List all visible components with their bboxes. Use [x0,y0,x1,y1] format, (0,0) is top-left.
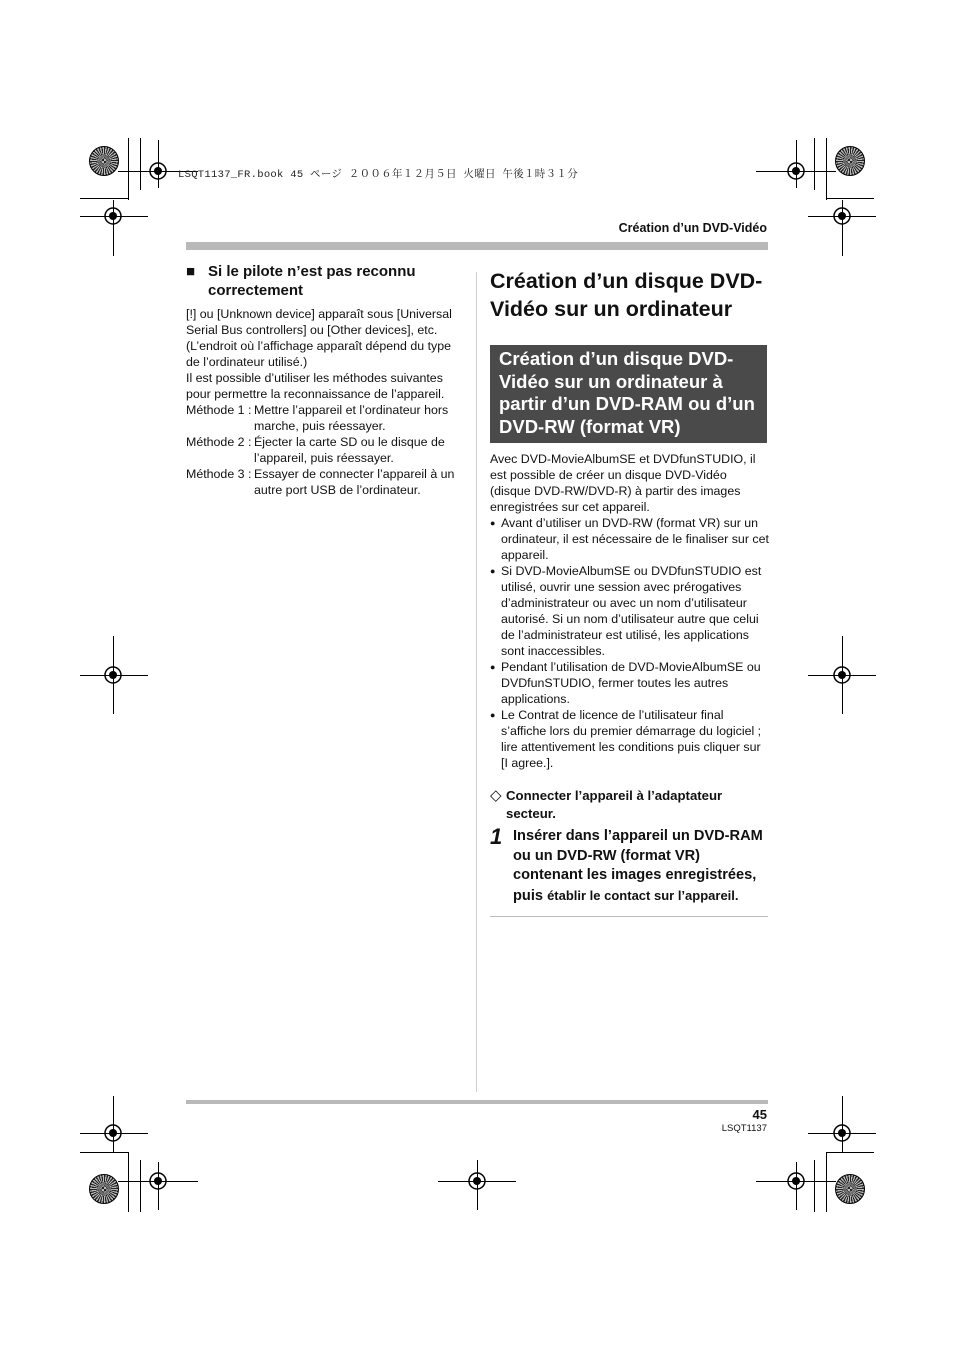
registration-target-icon [785,1170,807,1192]
registration-target-icon [102,1122,124,1144]
bullet-icon: ● [490,518,496,528]
paragraph: [!] ou [Unknown device] apparaît sous [Universal Serial Bus controllers] ou [Other devices], etc. (L’endroit où l’affichage apparaît dépend du type de l’ordinateur utilisé.) [186,307,452,369]
section-body [186,306,464,402]
running-header: Création d’un DVD-Vidéo [618,221,767,235]
list-item-text: Pendant l’utilisation de DVD-MovieAlbumSE ou DVDfunSTUDIO, fermer toutes les autres applications. [501,660,761,706]
registration-target-icon [785,160,807,182]
diamond-icon: ◇ [490,787,502,804]
step-number: 1 [490,824,503,849]
method-label: Méthode 1 : [186,403,252,417]
list-item [490,515,770,563]
registration-target-icon [466,1170,488,1192]
method-label: Méthode 3 : [186,467,252,481]
method-label: Méthode 2 : [186,435,252,449]
method-text: Mettre l’appareil et l’ordinateur hors marche, puis réessayer. [254,403,449,433]
page-number: 45 [752,1107,767,1122]
list-item-text: Le Contrat de licence de l’utilisateur final s’affiche lors du premier démarrage du logiciel ; lire attentivement les conditions puis cliquer sur [I agree.]. [501,708,762,770]
section-end-rule [490,916,768,917]
method-item [186,402,464,434]
step-text-main: Insérer dans l’appareil un DVD-RAM ou un DVD-RW (format VR) contenant les images enregistrées, puis [513,828,763,904]
bullet-icon: ● [490,662,496,672]
registration-target-icon [102,664,124,686]
square-bullet-icon: ■ [186,263,196,280]
registration-target-icon [147,1170,169,1192]
list-item [490,563,770,659]
method-item [186,434,464,466]
registration-target-icon [147,160,169,182]
color-calibration-icon [835,1174,865,1204]
intro-paragraph: Avec DVD-MovieAlbumSE et DVDfunSTUDIO, il est possible de créer un disque DVD-Vidéo (disque DVD-RW/DVD-R) à partir des images enregistrées sur cet appareil. [490,452,756,514]
color-calibration-icon [89,1174,119,1204]
registration-target-icon [102,205,124,227]
column-divider [476,272,477,1092]
preparation-text: Connecter l’appareil à l’adaptateur secteur. [506,788,723,821]
registration-target-icon [831,205,853,227]
step-1 [490,824,770,906]
bullet-icon: ● [490,566,496,576]
section-title-box: Création d’un disque DVD-Vidéo sur un ordinateur à partir d’un DVD-RAM ou d’un DVD-RW (format VR) [490,345,767,443]
preparation-step [490,787,770,823]
book-file-info: LSQT1137_FR.book 45 ページ ２００６年１２月５日 火曜日 午後１時３１分 [178,169,579,181]
color-calibration-icon [89,146,119,176]
right-column [490,268,770,917]
footer-rule [186,1100,768,1104]
header-rule [186,242,768,250]
bullet-icon: ● [490,710,496,720]
section-heading [186,262,464,300]
step-text-continued: établir le contact sur l’appareil. [547,887,739,903]
list-item-text: Avant d’utiliser un DVD-RW (format VR) sur un ordinateur, il est nécessaire de le finaliser sur cet appareil. [501,516,769,562]
document-code: LSQT1137 [721,1123,767,1134]
registration-target-icon [831,664,853,686]
methods-list [186,402,464,498]
page-title: Création d’un disque DVD-Vidéo sur un ordinateur [490,269,763,321]
method-text: Éjecter la carte SD ou le disque de l’appareil, puis réessayer. [254,435,445,465]
left-column [186,262,464,498]
list-item [490,659,770,707]
list-item-text: Si DVD-MovieAlbumSE ou DVDfunSTUDIO est utilisé, ouvrir une session avec prérogatives d’administrateur ou avec un nom d’utilisateur autorisé. Si un nom d’utilisateur autre que celui de l’administrateur est utilisé, les applications sont inaccessibles. [501,564,762,658]
registration-target-icon [831,1122,853,1144]
method-text: Essayer de connecter l’appareil à un autre port USB de l’ordinateur. [254,467,455,497]
section-heading-text: Si le pilote n’est pas reconnu correctement [208,263,416,299]
notes-list [490,515,770,771]
method-item [186,466,464,498]
list-item [490,707,770,771]
paragraph: Il est possible d’utiliser les méthodes suivantes pour permettre la reconnaissance de l’appareil. [186,371,445,401]
color-calibration-icon [835,146,865,176]
step-instruction [513,827,770,906]
